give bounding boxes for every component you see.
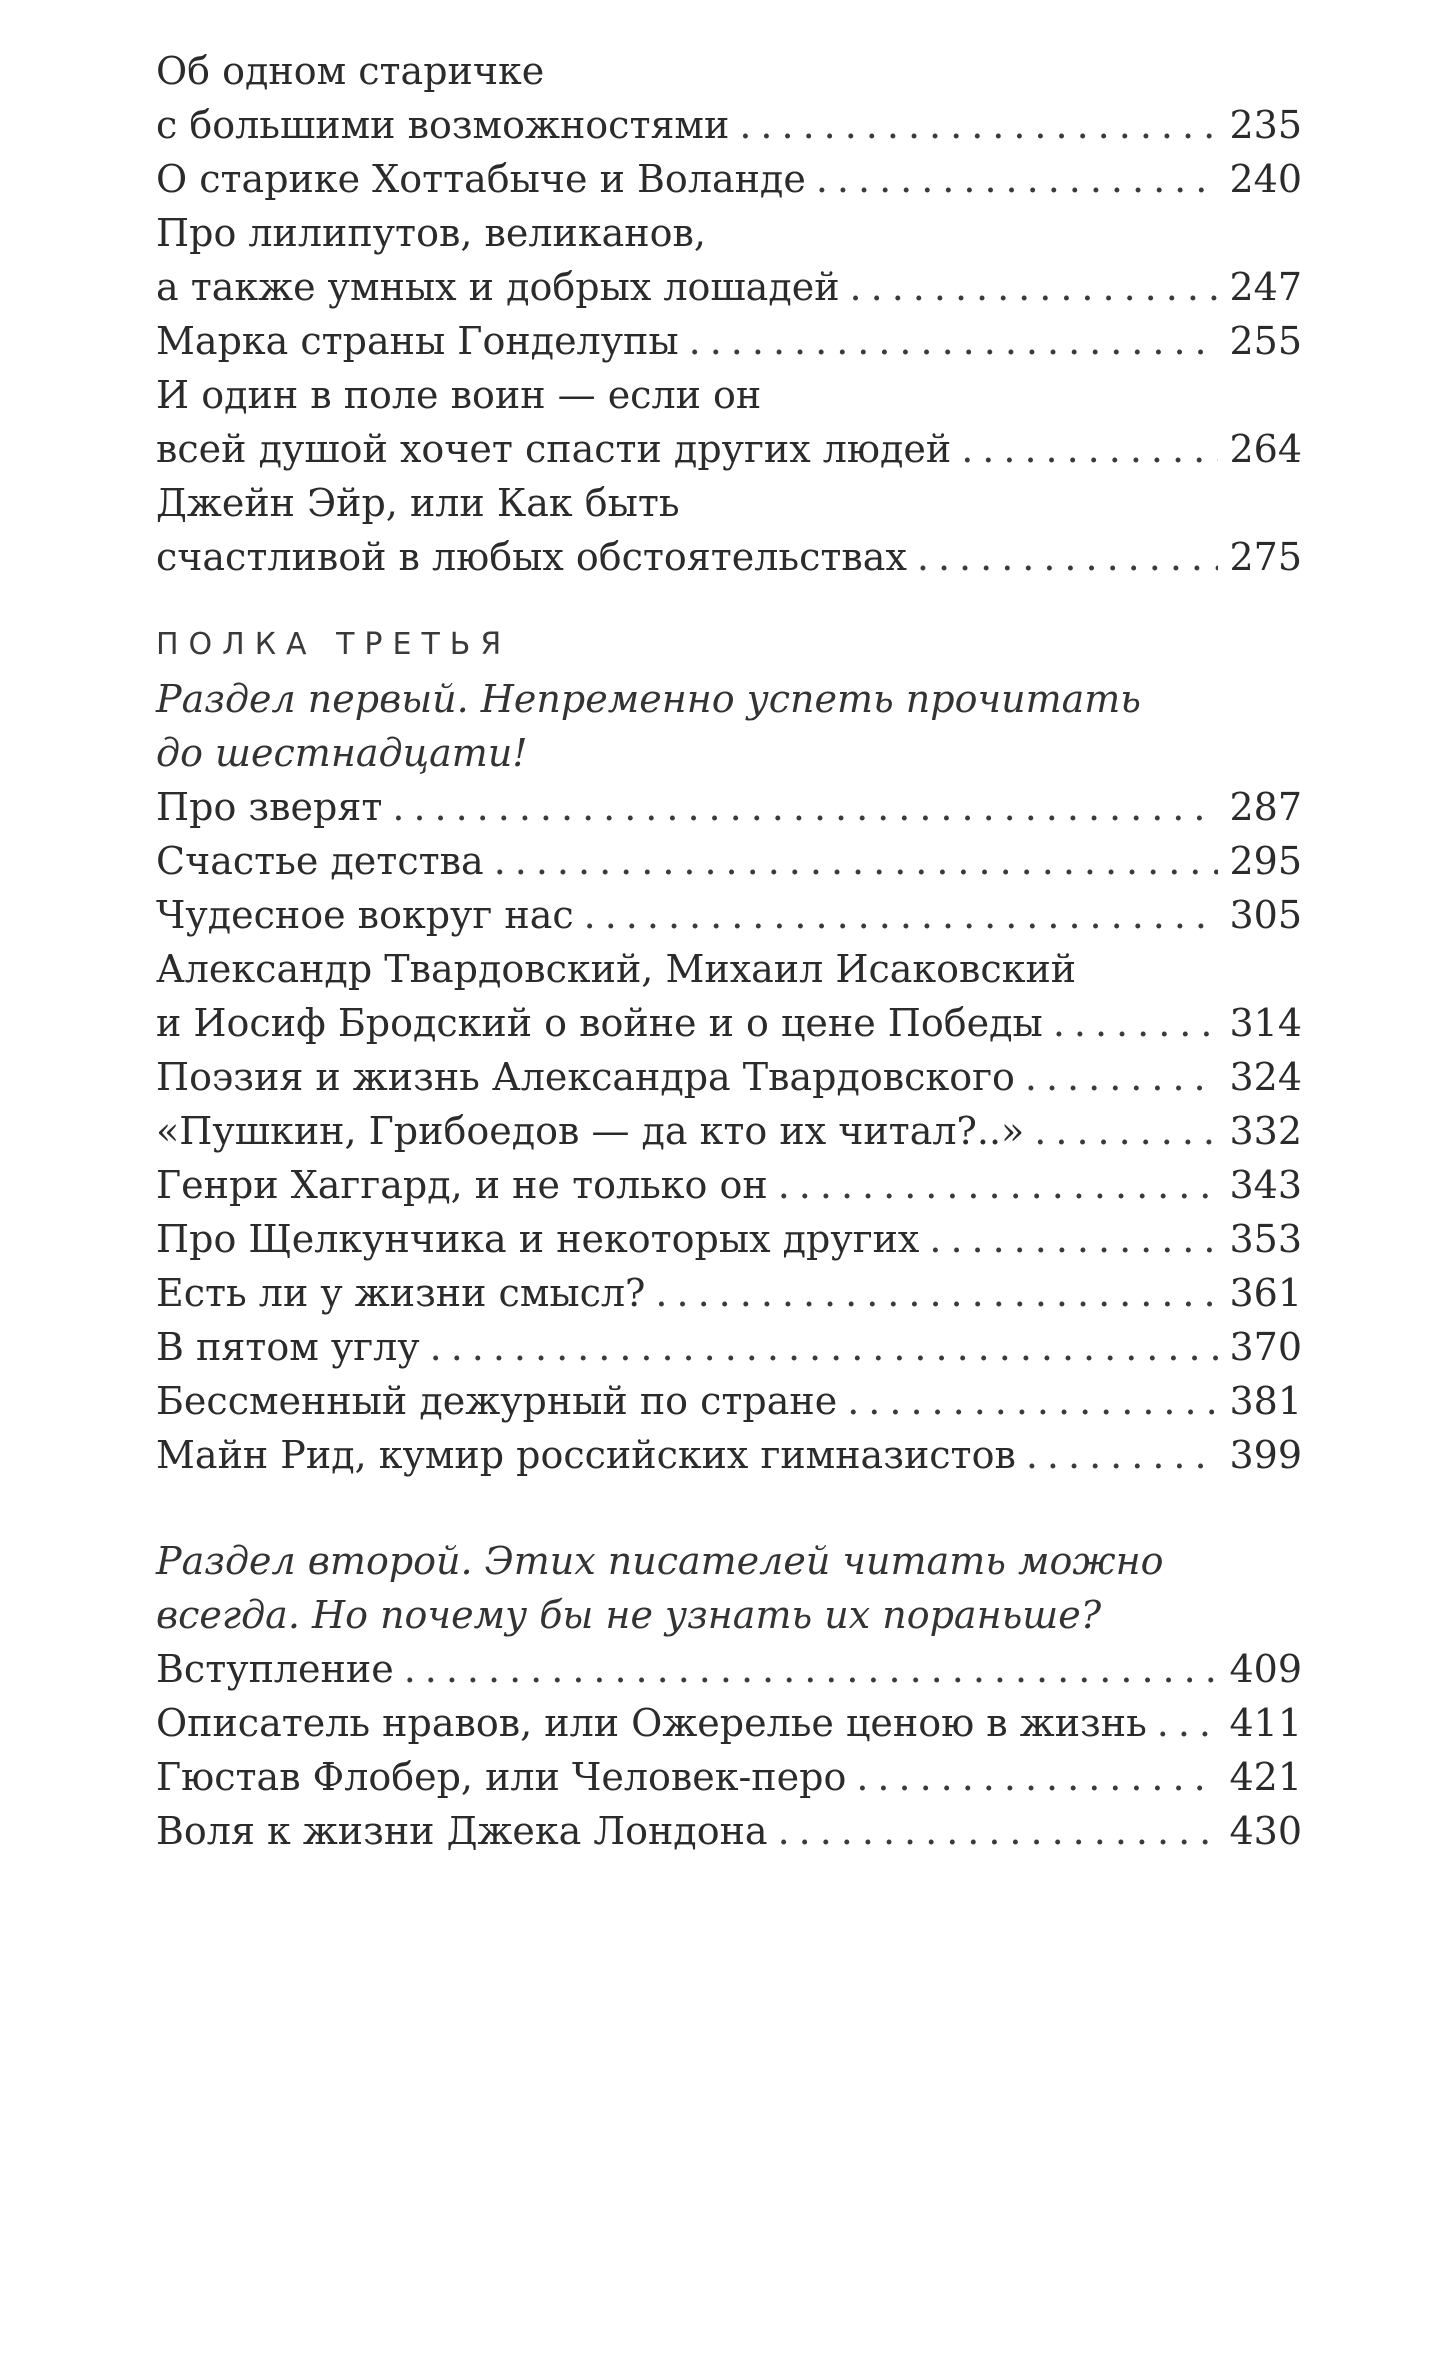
toc-entry bbox=[156, 1642, 1302, 1696]
section-heading-line: Раздел второй. Этих писателей читать можно bbox=[156, 1539, 1164, 1583]
dot-leader bbox=[494, 834, 1218, 888]
page-number: 381 bbox=[1229, 1379, 1302, 1423]
dot-leader bbox=[1053, 996, 1218, 1050]
dot-leader bbox=[404, 1642, 1218, 1696]
toc-entry bbox=[156, 1374, 1302, 1428]
page-number: 399 bbox=[1229, 1433, 1302, 1477]
dot-leader bbox=[655, 1266, 1218, 1320]
entry-title-line: «Пушкин, Грибоедов — да кто их читал?..» bbox=[156, 1109, 1025, 1153]
toc-entry bbox=[156, 1428, 1302, 1482]
dot-leader bbox=[1026, 1428, 1218, 1482]
toc-entry bbox=[156, 780, 1302, 834]
toc-entry bbox=[156, 942, 1302, 1050]
dot-leader bbox=[1025, 1050, 1218, 1104]
page-number: 235 bbox=[1229, 103, 1302, 147]
page-number: 295 bbox=[1229, 839, 1302, 883]
entry-title-line: и Иосиф Бродский о войне и о цене Победы bbox=[156, 1001, 1043, 1045]
dot-leader bbox=[917, 530, 1218, 584]
toc-entry bbox=[156, 44, 1302, 152]
page-number: 305 bbox=[1229, 893, 1302, 937]
toc-entry bbox=[156, 1320, 1302, 1374]
section-spacer bbox=[156, 1482, 1302, 1534]
page-number: 247 bbox=[1229, 265, 1302, 309]
section-heading bbox=[156, 672, 1302, 780]
entry-title-line: Чудесное вокруг нас bbox=[156, 893, 574, 937]
entry-title-line: Поэзия и жизнь Александра Твардовского bbox=[156, 1055, 1015, 1099]
page-number: 421 bbox=[1229, 1755, 1302, 1799]
entry-title-line: Вступление bbox=[156, 1647, 394, 1691]
toc-entry bbox=[156, 888, 1302, 942]
entry-title-line: Счастье детства bbox=[156, 839, 484, 883]
section-heading-line: всегда. Но почему бы не узнать их пораньше? bbox=[156, 1593, 1102, 1637]
dot-leader bbox=[584, 888, 1218, 942]
entry-title-line: Джейн Эйр, или Как быть bbox=[156, 481, 680, 525]
page-number: 264 bbox=[1229, 427, 1302, 471]
entry-title-line: Марка страны Гонделупы bbox=[156, 319, 679, 363]
dot-leader bbox=[392, 780, 1218, 834]
dot-leader bbox=[778, 1804, 1218, 1858]
page-number: 343 bbox=[1229, 1163, 1302, 1207]
entry-title-line: Бессменный дежурный по стране bbox=[156, 1379, 838, 1423]
page-number: 324 bbox=[1229, 1055, 1302, 1099]
entry-title-line: Александр Твардовский, Михаил Исаковский bbox=[156, 947, 1077, 991]
dot-leader bbox=[847, 1374, 1218, 1428]
page-number: 255 bbox=[1229, 319, 1302, 363]
page-number: 353 bbox=[1229, 1217, 1302, 1261]
entry-title-line: О старике Хоттабыче и Воланде bbox=[156, 157, 806, 201]
entry-title-line: И один в поле воин — если он bbox=[156, 373, 762, 417]
section-heading-line: до шестнадцати! bbox=[156, 731, 528, 775]
toc-entry bbox=[156, 1212, 1302, 1266]
page-number: 314 bbox=[1229, 1001, 1302, 1045]
toc-entry bbox=[156, 368, 1302, 476]
section-heading-line: Раздел первый. Непременно успеть прочитать bbox=[156, 677, 1141, 721]
entry-title-line: Воля к жизни Джека Лондона bbox=[156, 1809, 768, 1853]
page-number: 409 bbox=[1229, 1647, 1302, 1691]
page-number: 370 bbox=[1229, 1325, 1302, 1369]
toc-entry bbox=[156, 1804, 1302, 1858]
dot-leader bbox=[961, 422, 1218, 476]
dot-leader bbox=[850, 260, 1218, 314]
entry-title-line: счастливой в любых обстоятельствах bbox=[156, 535, 907, 579]
toc-entry bbox=[156, 1266, 1302, 1320]
entry-title-line: Об одном старичке bbox=[156, 49, 545, 93]
entry-title-line: Майн Рид, кумир российских гимназистов bbox=[156, 1433, 1016, 1477]
toc-entry bbox=[156, 1750, 1302, 1804]
entry-title-line: Описатель нравов, или Ожерелье ценою в жизнь bbox=[156, 1701, 1147, 1745]
toc-entry bbox=[156, 476, 1302, 584]
page-number: 287 bbox=[1229, 785, 1302, 829]
dot-leader bbox=[689, 314, 1218, 368]
toc-entry bbox=[156, 152, 1302, 206]
page-number: 411 bbox=[1229, 1701, 1302, 1745]
toc-entry bbox=[156, 1696, 1302, 1750]
entry-title-line: Генри Хаггард, и не только он bbox=[156, 1163, 768, 1207]
entry-title-line: а также умных и добрых лошадей bbox=[156, 265, 840, 309]
entry-title-line: В пятом углу bbox=[156, 1325, 420, 1369]
toc-entry bbox=[156, 834, 1302, 888]
page-number: 430 bbox=[1229, 1809, 1302, 1853]
dot-leader bbox=[778, 1158, 1218, 1212]
toc-entry bbox=[156, 1158, 1302, 1212]
dot-leader bbox=[856, 1750, 1218, 1804]
toc-entry bbox=[156, 1104, 1302, 1158]
table-of-contents bbox=[156, 44, 1302, 1858]
page-number: 275 bbox=[1229, 535, 1302, 579]
entry-title-line: Гюстав Флобер, или Человек-перо bbox=[156, 1755, 847, 1799]
page-number: 361 bbox=[1229, 1271, 1302, 1315]
dot-leader bbox=[816, 152, 1218, 206]
dot-leader bbox=[739, 98, 1218, 152]
dot-leader bbox=[1034, 1104, 1218, 1158]
entry-title-line: всей душой хочет спасти других людей bbox=[156, 427, 952, 471]
entry-title-line: Про Щелкунчика и некоторых других bbox=[156, 1217, 920, 1261]
toc-entry bbox=[156, 314, 1302, 368]
dot-leader bbox=[1157, 1696, 1218, 1750]
page-number: 332 bbox=[1229, 1109, 1302, 1153]
shelf-heading: ПОЛКА ТРЕТЬЯ bbox=[156, 627, 512, 662]
dot-leader bbox=[430, 1320, 1218, 1374]
toc-entry bbox=[156, 206, 1302, 314]
entry-title-line: Есть ли у жизни смысл? bbox=[156, 1271, 646, 1315]
page-number: 240 bbox=[1229, 157, 1302, 201]
section-heading bbox=[156, 1534, 1302, 1642]
toc-entry bbox=[156, 1050, 1302, 1104]
dot-leader bbox=[929, 1212, 1218, 1266]
entry-title-line: Про зверят bbox=[156, 785, 383, 829]
entry-title-line: Про лилипутов, великанов, bbox=[156, 211, 706, 255]
entry-title-line: с большими возможностями bbox=[156, 103, 730, 147]
